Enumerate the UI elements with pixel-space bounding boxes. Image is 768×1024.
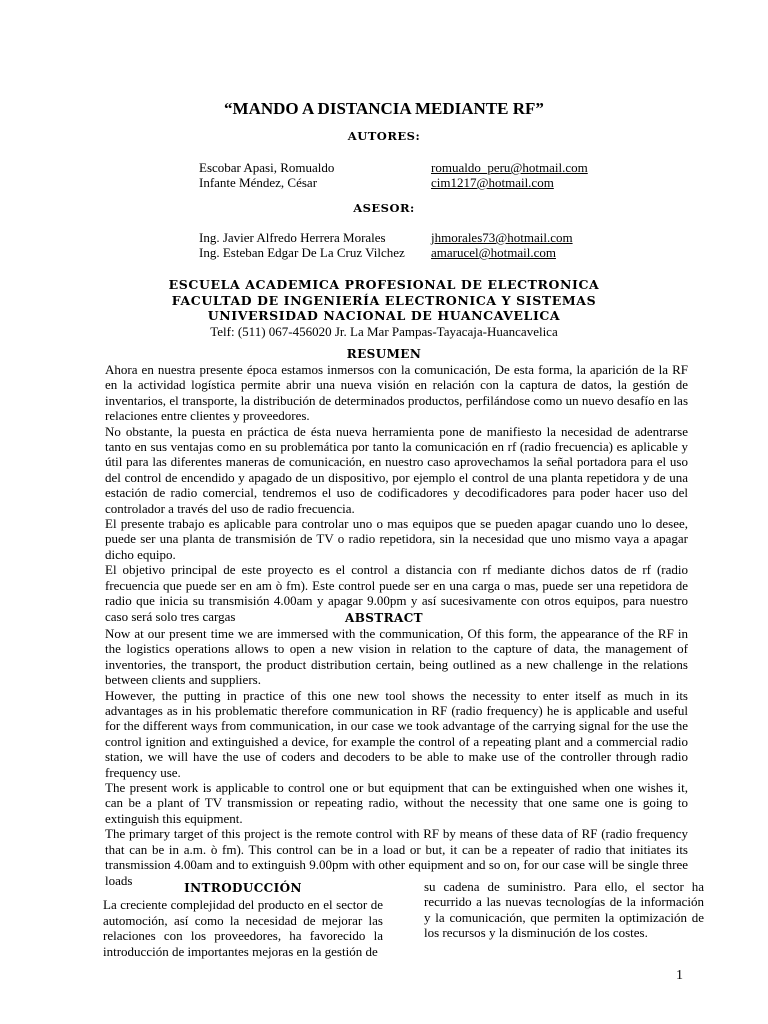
faculty-name: FACULTAD DE INGENIERÍA ELECTRONICA Y SISTEMAS bbox=[171, 292, 597, 308]
resumen-body bbox=[105, 362, 688, 624]
author-email-link[interactable]: cim1217@hotmail.com bbox=[431, 175, 554, 190]
abstract-body bbox=[105, 626, 688, 888]
introduccion-heading: INTRODUCCIÓN bbox=[184, 881, 302, 895]
page-number: 1 bbox=[676, 968, 683, 983]
advisor-row bbox=[199, 245, 629, 260]
abstract-heading: ABSTRACT bbox=[344, 611, 423, 625]
abstract-paragraph: However, the putting in practice of this one new tool shows the necessity to enter itself as much in its advantages as in his problematic therefore communication in RF (radio frequency) he is applicable and useful for the different ways from communication, in our case we took advantage of the carrying signal for the use the control ignition and extinguished a device, for example the control of a repeating plant and a commercial radio station, we will have the use of coders and decoders to be able to make use of the controller through radio frequency use. bbox=[105, 687, 688, 780]
intro-right-column bbox=[424, 879, 704, 941]
abstract-paragraph: The present work is applicable to control one or but equipment that can be extinguished when one wishes it, can be a plant of TV transmission or repeating radio, without the necessity that one same one is going to extinguish this equipment. bbox=[105, 780, 688, 826]
author-name: Infante Méndez, César bbox=[199, 175, 318, 190]
institution-block bbox=[0, 277, 768, 339]
school-name: ESCUELA ACADEMICA PROFESIONAL DE ELECTRONICA bbox=[168, 277, 600, 292]
abstract-paragraph: The primary target of this project is the remote control with RF by means of these data of RF (radio frequency that can be in a.m. ò fm). This control can be in a load or but, it can be a repeater of radio that initiates its transmission 4.00am and to extinguish 9.00pm with other equipment and so on, for our case will be single three loads bbox=[105, 826, 688, 888]
advisor-name: Ing. Javier Alfredo Herrera Morales bbox=[199, 230, 386, 245]
resumen-paragraph: No obstante, la puesta en práctica de ésta nueva herramienta pone de manifiesto la necesidad de adentrarse tanto en sus ventajas como en su problemática por tanto la comunicación en rf (radio frecuencia) es aplicable y útil para las diferentes maneras de comunicación, en nuestro caso aprovechamos la señal portadora para el uso del control de encendido y apagado de un dispositivo, por ejemplo el control de una planta repetidora y de una estación de radio comercial, tendremos el uso de codificadores y decodificadores para poder hacer uso del controlador a través del uso de radio frecuencia. bbox=[105, 423, 688, 516]
author-name: Escobar Apasi, Romualdo bbox=[199, 160, 335, 175]
contact-line: Telf: (511) 067-456020 Jr. La Mar Pampas-Tayacaja-Huancavelica bbox=[210, 323, 558, 339]
resumen-paragraph: El objetivo principal de este proyecto es el control a distancia con rf mediante dichos datos de rf (radio frecuencia que puede ser en am ò fm). Este control puede ser en una carga o mas, puede ser una repetidora de radio que inicia su transmisión 4.00am y apagar 9.00pm y así sucesivamente con otros equipos, para nuestro caso será solo tres cargas bbox=[105, 562, 688, 624]
author-row bbox=[199, 175, 629, 190]
advisor-email-link[interactable]: jhmorales73@hotmail.com bbox=[431, 230, 573, 245]
advisors-list bbox=[199, 230, 629, 260]
intro-paragraph-continued: su cadena de suministro. Para ello, el sector ha recurrido a las nuevas tecnologías de la información y la comunicación, que permiten la optimización de los recursos y la disminución de los costes. bbox=[424, 879, 704, 941]
university-name: UNIVERSIDAD NACIONAL DE HUANCAVELICA bbox=[207, 308, 561, 323]
advisor-name: Ing. Esteban Edgar De La Cruz Vilchez bbox=[199, 245, 405, 260]
author-email-link[interactable]: romualdo_peru@hotmail.com bbox=[431, 160, 588, 175]
advisor-label: ASESOR: bbox=[353, 201, 415, 215]
advisor-row bbox=[199, 230, 629, 245]
intro-paragraph: La creciente complejidad del producto en el sector de automoción, así como la necesidad de mejorar las relaciones con los proveedores, ha favorecido la introducción de importantes mejoras en la gestión de bbox=[103, 897, 383, 959]
paper-title: “MANDO A DISTANCIA MEDIANTE RF” bbox=[224, 99, 544, 118]
authors-label: AUTORES: bbox=[347, 129, 421, 143]
abstract-paragraph: Now at our present time we are immersed with the communication, Of this form, the appearance of the RF in the logistics operations allows to open a new vision in relation to the capture of data, the management of inventories, the transport, the product distribution certain, being outlined as a new challenge in the relations between clients and suppliers. bbox=[105, 626, 688, 688]
resumen-paragraph: El presente trabajo es aplicable para controlar uno o mas equipos que se pueden apagar cuando uno lo desee, puede ser una planta de transmisión de TV o radio repetidora, sin la necesidad que uno mismo vaya a apagar dicho equipo. bbox=[105, 516, 688, 562]
resumen-paragraph: Ahora en nuestra presente época estamos inmersos con la comunicación, De esta forma, la aparición de la RF en la actividad logística permite abrir una nueva visión en relación con la captura de datos, la gestión de inventarios, el transporte, la distribución de determinados productos, perfilándose como un nuevo desafío en las relaciones entre clientes y proveedores. bbox=[105, 362, 688, 424]
author-row bbox=[199, 160, 629, 175]
intro-left-column bbox=[103, 881, 383, 959]
advisor-email-link[interactable]: amarucel@hotmail.com bbox=[431, 245, 556, 260]
authors-list bbox=[199, 160, 629, 190]
resumen-heading: RESUMEN bbox=[346, 347, 422, 361]
